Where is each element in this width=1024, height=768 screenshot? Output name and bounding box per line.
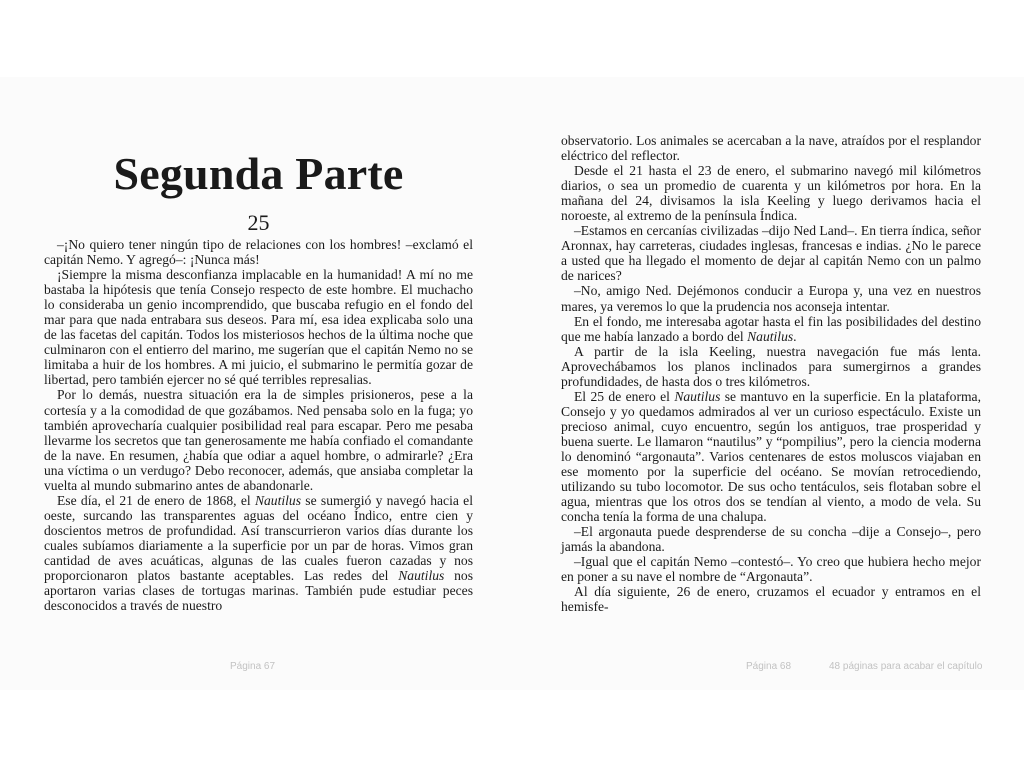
text-span: Ese día, el 21 de enero de 1868, el: [57, 492, 255, 508]
text-span: nos aportaron varias clases de tortugas marinas. También pude estudiar peces desconocidos a través de nuestro: [44, 568, 473, 614]
part-title: Segunda Parte: [113, 148, 404, 199]
right-page-text: [561, 77, 981, 615]
paragraph: –Igual que el capitán Nemo –contestó–. Yo creo que hubiera hecho mejor en poner a su nave el nombre de “Argonauta”.: [561, 554, 981, 585]
ship-name: Nautilus: [747, 328, 794, 344]
left-page-number: Página 67: [230, 661, 276, 672]
pages-remaining-in-chapter: 48 páginas para acabar el capítulo: [829, 661, 983, 672]
text-span: se sumergió y navegó hacia el oeste, surcando las transparentes aguas del océano Índico, entre cien y doscientos metros de profundidad. Así transcurrieron varios días durante los cuales subíamos diariamente a la superficie por un par de horas. Vimos gran cantidad de aves acuáticas, algunas de las cuales fueron cazadas y nos proporcionaron platos bastante aceptables. Las redes del: [44, 492, 473, 584]
text-span: El 25 de enero el: [574, 388, 675, 404]
left-page-text: [44, 237, 473, 613]
text-span: se mantuvo en la superficie. En la plataforma, Consejo y yo quedamos admirados al ver un curioso espectáculo. Existe un precioso animal, cuyo encuentro, según los antiguos, trae prosperidad y buena suerte. Le llamaron “nautilus” y “pompilius”, pero la ciencia moderna lo denominó “argonauta”. Varios centenares de estos moluscos viajaban en ese momento por la superficie del océano. Se movían retrocediendo, utilizando su tubo locomotor. De sus ocho tentáculos, seis flotaban sobre el agua, mientras que los otros dos se tendían al viento, a modo de vela. Su concha tenía la forma de una chalupa.: [561, 388, 981, 525]
text-span: En el fondo, me interesaba agotar hasta el fin las posibilidades del destino que me había lanzado a bordo del: [561, 313, 981, 344]
ship-name: Nautilus: [398, 568, 445, 584]
paragraph: A partir de la isla Keeling, nuestra navegación fue más lenta. Aprovechábamos los planos inclinados para sumergirnos a grandes profundidades, de hasta dos o tres kilómetros.: [561, 343, 981, 389]
ship-name: Nautilus: [254, 492, 302, 508]
text-span: .: [793, 328, 797, 344]
paragraph: –¡No quiero tener ningún tipo de relaciones con los hombres! –exclamó el capitán Nemo. Y agregó–: ¡Nunca más!: [44, 237, 473, 268]
paragraph: [561, 389, 981, 524]
chapter-number: 25: [247, 210, 270, 235]
right-page[interactable]: [561, 77, 981, 690]
paragraph: Al día siguiente, 26 de enero, cruzamos el ecuador y entramos en el hemisfe-: [561, 584, 981, 615]
paragraph: –Estamos en cercanías civilizadas –dijo Ned Land–. En tierra índica, señor Aronnax, hay carreteras, ciudades inglesas, francesas e indias. ¿No le parece a usted que ha llegado el momento de dejar al capitán Nemo con un palmo de narices?: [561, 223, 981, 284]
paragraph: –El argonauta puede desprenderse de su concha –dije a Consejo–, pero jamás la abandona.: [561, 524, 981, 555]
paragraph: ¡Siempre la misma desconfianza implacable en la humanidad! A mí no me bastaba la hipótesis que tenía Consejo respecto de este hombre. El muchacho lo consideraba un genio incomprendido, que buscaba refugio en el fondo del mar para que nada entrabara sus deseos. Para mí, esa idea explicaba solo una de las facetas del capitán. Todos los misteriosos hechos de la última noche que culminaron con el entierro del marino, me sugerían que el capitán Nemo no se limitaba a huir de los hombres. A mi juicio, el submarino le permitía gozar de libertad, pero también ejercer no sé qué terribles represalias.: [44, 267, 473, 388]
paragraph: Desde el 21 hasta el 23 de enero, el submarino navegó mil kilómetros diarios, o sea un promedio de cuarenta y un kilómetros por hora. En la mañana del 24, divisamos la isla Keeling y luego derivamos hacia el noroeste, al extremo de la península Índica.: [561, 163, 981, 224]
paragraph: [561, 314, 981, 344]
paragraph: observatorio. Los animales se acercaban a la nave, atraídos por el resplandor eléctrico del reflector.: [561, 133, 981, 164]
ship-name: Nautilus: [674, 388, 721, 404]
book-reader: [0, 77, 1024, 690]
right-page-number: Página 68: [746, 661, 792, 672]
paragraph: Por lo demás, nuestra situación era la de simples prisioneros, pese a la cortesía y a la comodidad de que gozábamos. Ned pensaba solo en la fuga; yo también aprovecharía cualquier posibilidad real para escapar. Pero me pesaba llevarme los secretos que tan generosamente me había confiado el comandante de la nave. En resumen, ¿había que odiar a aquel hombre, o admirarle? ¿Era una víctima o un verdugo? Debo reconocer, además, que ansiaba completar la vuelta al mundo submarino antes de abandonarle.: [44, 387, 473, 493]
left-page[interactable]: [44, 77, 473, 690]
paragraph: –No, amigo Ned. Dejémonos conducir a Europa y, una vez en nuestros mares, ya veremos lo que la prudencia nos aconseja intentar.: [561, 283, 981, 314]
paragraph: [44, 493, 473, 613]
